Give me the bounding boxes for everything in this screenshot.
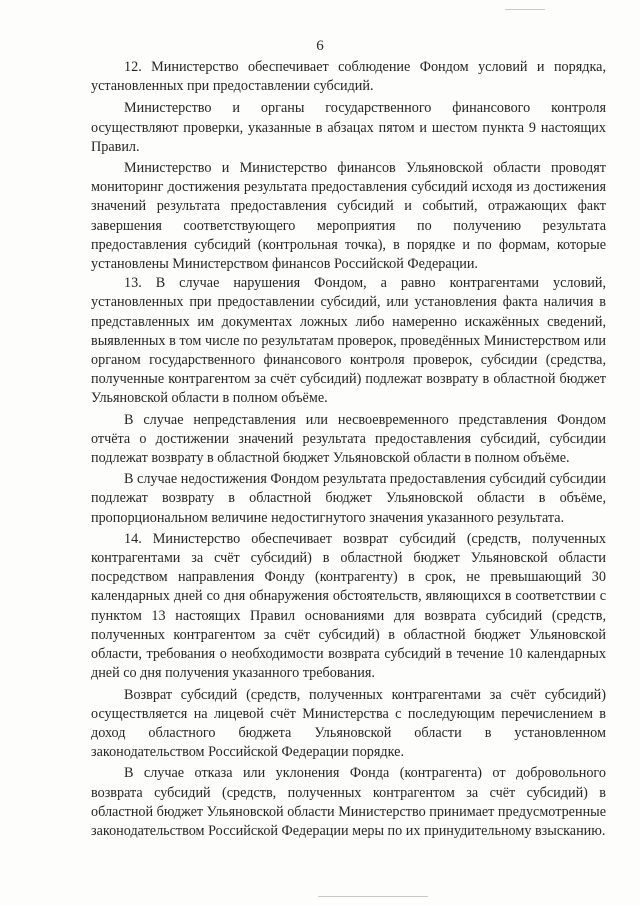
paragraph-13: 13. В случае нарушения Фондом, а равно контрагентами условий, установленных при предоставлении субсидий, или установления факта наличия в представленных им документах ложных либо намеренно искажённых сведений, выявленных в том числе по результатам проверок, проведённых Министерством или органом государственного финансового контроля проверок, субсидии (средства, полученные контрагентом за счёт субсидий) подлежат возврату в областной бюджет Ульяновской области в полном объёме. [91, 275, 606, 407]
paragraph-14-account: Возврат субсидий (средств, полученных контрагентами за счёт субсидий) осуществляется на лицевой счёт Министерства с последующим перечислением в доход областного бюджета Ульяновской области в установленном законодательством Российской Федерации порядке. [91, 686, 606, 761]
scan-artifact-bottom [318, 896, 428, 897]
page-number: 6 [316, 38, 324, 54]
paragraph-12: 12. Министерство обеспечивает соблюдение Фондом условий и порядка, установленных при предоставлении субсидий. [91, 59, 606, 95]
scan-artifact-top [505, 9, 545, 10]
paragraph-12-monitoring: Министерство и Министерство финансов Ульяновской области проводят мониторинг достижения результата предоставления субсидий исходя из достижения значений результата предоставления субсидий и событий, отражающих факт завершения соответствующего мероприятия по получению результата предоставления субсидий (контрольная точка), в порядке и по формам, которые установлены Министерством финансов Российской Федерации. [91, 160, 606, 273]
paragraph-14-enforcement: В случае отказа или уклонения Фонда (контрагента) от добровольного возврата субсидий (средств, полученных контрагентом за счёт субсидий) в областной бюджет Ульяновской области Министерство принимает предусмотренные законодательством Российской Федерации меры по их принудительному взысканию. [91, 765, 606, 839]
paragraph-14: 14. Министерство обеспечивает возврат субсидий (средств, полученных контрагентами за счёт субсидий) в областной бюджет Ульяновской области посредством направления Фонду (контрагенту) в срок, не превышающий 30 календарных дней со дня обнаружения обстоятельств, являющихся в соответствии с пунктом 13 настоящих Правил основаниями для возврата субсидий (средств, полученных контрагентом за счёт субсидий) в областной бюджет Ульяновской области, требования о необходимости возврата субсидий в течение 10 календарных дней со дня получения указанного требования. [91, 530, 606, 682]
document-body [91, 58, 606, 841]
paragraph-12-inspections: Министерство и органы государственного финансового контроля осуществляют проверки, указанные в абзацах пятом и шестом пункта 9 настоящих Правил. [91, 100, 606, 155]
paragraph-13-result-failure: В случае недостижения Фондом результата предоставления субсидий субсидии подлежат возврату в областной бюджет Ульяновской области в объёме, пропорциональном величине недостигнутого значения указанного результата. [91, 471, 606, 526]
paragraph-13-report-failure: В случае непредставления или несвоевременного представления Фондом отчёта о достижении значений результата предоставления субсидий, субсидии подлежат возврату в областной бюджет Ульяновской области в полном объёме. [91, 411, 606, 467]
